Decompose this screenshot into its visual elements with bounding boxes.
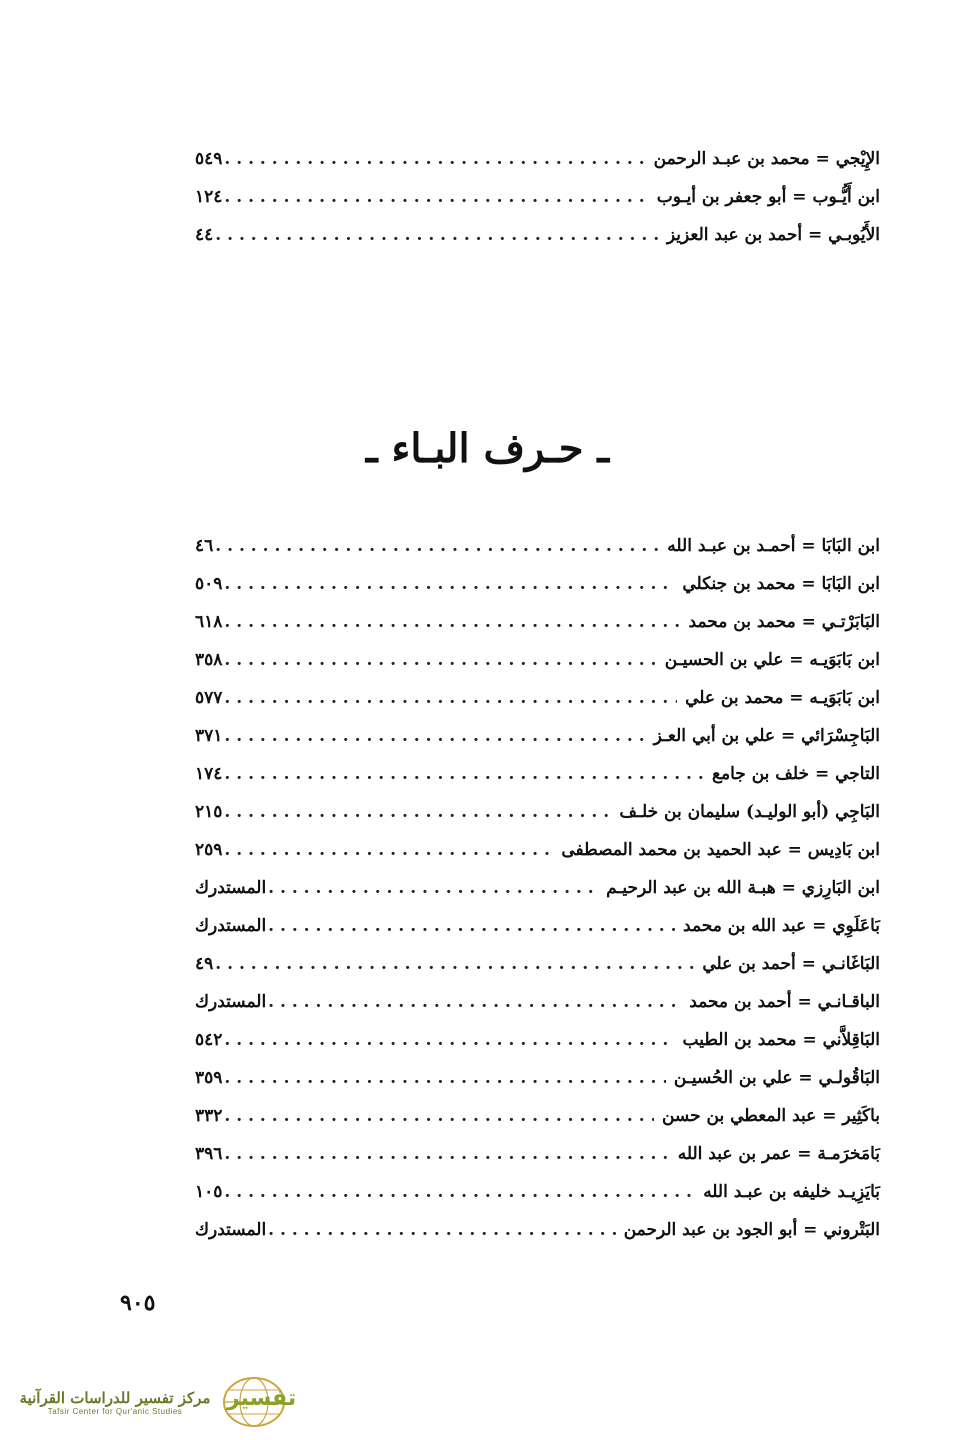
page-number: ٩٠٥ — [120, 1290, 156, 1316]
entry-name: ابن البَارِزي = هبـة الله بن عبد الرحيـم — [606, 878, 880, 898]
index-entry — [195, 216, 880, 254]
entry-name: ابن أَيُّـوب = أبو جعفر بن أيـوب — [656, 187, 880, 207]
index-entry — [195, 178, 880, 216]
index-entry — [195, 831, 880, 869]
dot-leader — [224, 717, 645, 755]
entry-page: ٥٧٧ — [195, 688, 223, 708]
entry-page: المستدرك — [195, 916, 267, 936]
index-entry — [195, 140, 880, 178]
dot-leader — [224, 1173, 695, 1211]
entry-name: بَامَخرَمـة = عمر بن عبد الله — [677, 1144, 880, 1164]
dot-leader — [224, 178, 648, 216]
entry-page: ٦١٨ — [195, 612, 223, 632]
logo-english-name: Tafsir Center for Qur'anic Studies — [47, 1406, 183, 1416]
dot-leader — [224, 140, 645, 178]
entry-name: البَاجِسْرَائي = علي بن أبي العـز — [653, 726, 880, 746]
dot-leader — [224, 793, 611, 831]
entry-name: ابن البَابَا = أحمـد بن عبـد الله — [667, 536, 880, 556]
dot-leader — [224, 603, 680, 641]
dot-leader — [224, 831, 553, 869]
entry-page: ٥٠٩ — [195, 574, 223, 594]
index-entry — [195, 793, 880, 831]
entry-page: ٤٤ — [195, 225, 214, 245]
entry-name: البَاقُولـي = علي بن الحُسيـن — [673, 1068, 880, 1088]
dot-leader — [224, 1135, 669, 1173]
index-entry — [195, 983, 880, 1021]
logo-arabic-name: مركز تفسير للدراسات القرآنية — [19, 1388, 211, 1407]
entry-page: ٤٦ — [195, 536, 214, 556]
entry-page: ١٢٤ — [195, 187, 223, 207]
dot-leader — [268, 1211, 616, 1249]
index-entry — [195, 1211, 880, 1249]
entry-name: الباقـانـي = أحمد بن محمد — [689, 992, 880, 1012]
entry-page: المستدرك — [195, 992, 267, 1012]
entry-page: ٥٤٢ — [195, 1030, 223, 1050]
index-entry — [195, 527, 880, 565]
index-entry — [195, 1097, 880, 1135]
entry-page: ٣٣٢ — [195, 1106, 223, 1126]
entry-page: ٢١٥ — [195, 802, 223, 822]
index-entry — [195, 1135, 880, 1173]
entry-name: بَاعَلَوِي = عبد الله بن محمد — [683, 916, 880, 936]
entry-name: البَابَرْتـي = محمد بن محمد — [688, 612, 880, 632]
logo-text — [15, 1389, 215, 1416]
dot-leader — [215, 945, 694, 983]
index-entry — [195, 907, 880, 945]
globe-icon — [219, 1376, 297, 1428]
entry-name: الإِيْجي = محمد بن عبـد الرحمن — [653, 149, 880, 169]
index-entry — [195, 1059, 880, 1097]
index-entry — [195, 679, 880, 717]
dot-leader — [215, 216, 659, 254]
index-entry — [195, 755, 880, 793]
entries-ba-list — [195, 527, 880, 1249]
index-entry — [195, 1173, 880, 1211]
entry-name: التاجي = خلف بن جامع — [711, 764, 880, 784]
entry-name: ابن بَابَوَيـه = علي بن الحسيـن — [664, 650, 880, 670]
dot-leader — [224, 1059, 666, 1097]
entry-name: بَايَزِيـد خليفه بن عبـد الله — [703, 1182, 880, 1202]
entry-name: البَاقِلاَّني = محمد بن الطيب — [682, 1030, 880, 1050]
publisher-logo — [15, 1372, 297, 1432]
entry-page: ٣٩٦ — [195, 1144, 223, 1164]
index-entry — [195, 565, 880, 603]
entry-page: ١٧٤ — [195, 764, 223, 784]
index-entry — [195, 603, 880, 641]
entry-name: باكَثِير = عبد المعطي بن حسن — [661, 1106, 880, 1126]
entry-page: المستدرك — [195, 878, 267, 898]
dot-leader — [215, 527, 659, 565]
dot-leader — [224, 1021, 674, 1059]
dot-leader — [224, 1097, 654, 1135]
entry-name: البَاغَانـي = أحمد بن علي — [702, 954, 880, 974]
index-entry — [195, 1021, 880, 1059]
entry-page: ١٠٥ — [195, 1182, 223, 1202]
entry-name: ابن بَادِيس = عبد الحميد بن محمد المصطفى — [561, 840, 880, 860]
dot-leader — [268, 983, 681, 1021]
dot-leader — [268, 869, 598, 907]
entries-top-list — [195, 140, 880, 254]
logo-word: تفسير — [227, 1386, 297, 1411]
dot-leader — [224, 565, 674, 603]
index-entry — [195, 717, 880, 755]
dot-leader — [224, 641, 656, 679]
dot-leader — [224, 679, 677, 717]
index-entry — [195, 869, 880, 907]
entry-page: ٤٩ — [195, 954, 214, 974]
entry-page: ٣٧١ — [195, 726, 223, 746]
index-entry — [195, 945, 880, 983]
entry-name: البَتْروني = أبو الجود بن عبد الرحمن — [623, 1220, 880, 1240]
index-entry — [195, 641, 880, 679]
dot-leader — [268, 907, 675, 945]
entry-page: ٥٤٩ — [195, 149, 223, 169]
entry-page: المستدرك — [195, 1220, 267, 1240]
entry-name: البَاجِي (أبو الوليـد) سليمان بن خلـف — [619, 802, 880, 822]
entry-name: الأَيُوبـي = أحمد بن عبد العزيز — [666, 225, 880, 245]
entry-name: ابن بَابَوَيـه = محمد بن علي — [685, 688, 880, 708]
entry-page: ٣٥٨ — [195, 650, 223, 670]
entry-page: ٢٥٩ — [195, 840, 223, 860]
dot-leader — [224, 755, 704, 793]
entry-page: ٣٥٩ — [195, 1068, 223, 1088]
section-heading: ـ حـرف البـاء ـ — [365, 425, 610, 472]
entry-name: ابن البَابَا = محمد بن جنكلي — [682, 574, 880, 594]
